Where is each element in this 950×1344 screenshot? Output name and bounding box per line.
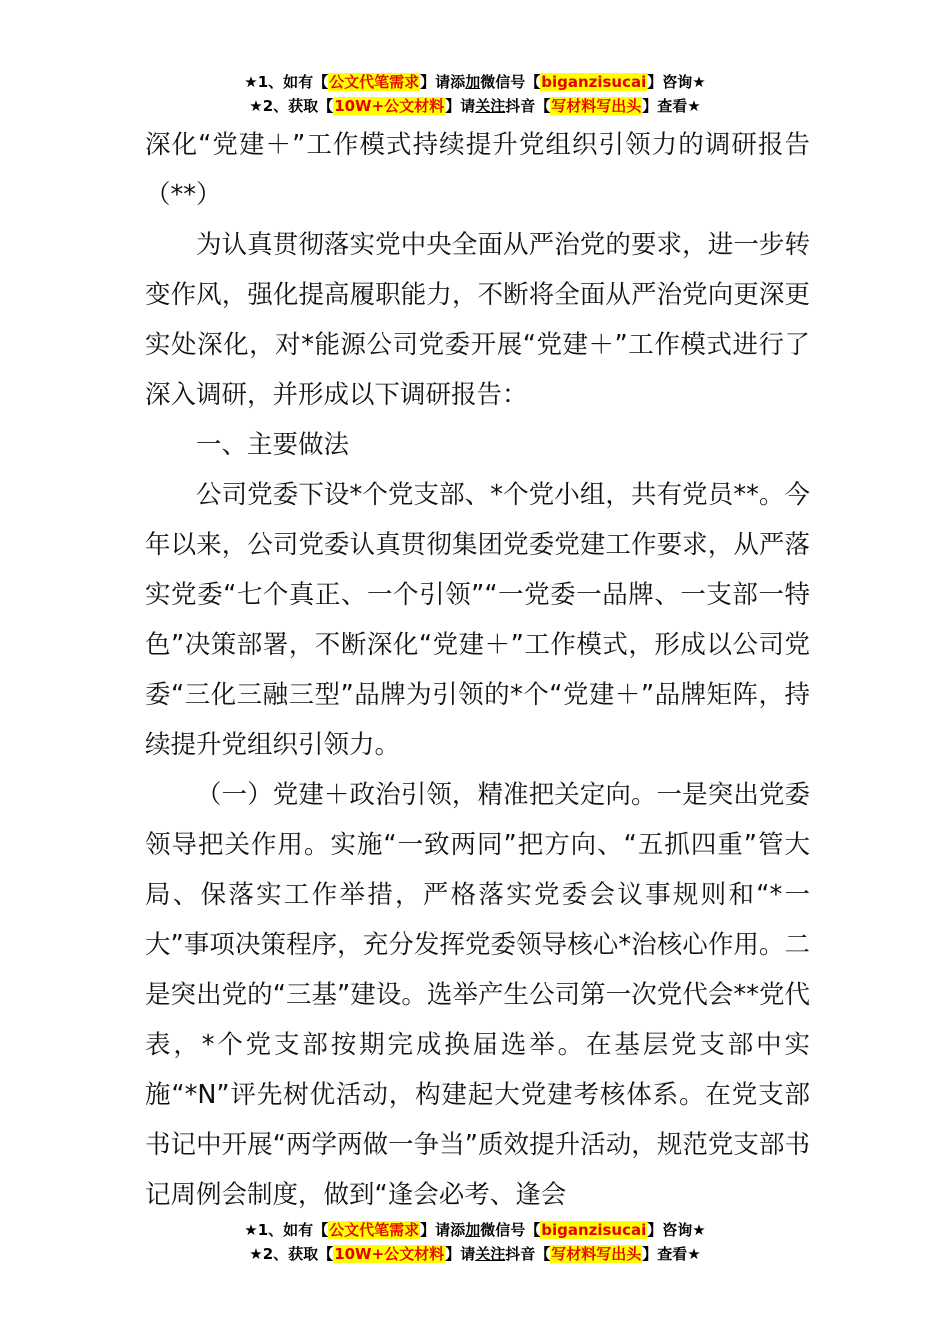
promo-text: 】咨询★ bbox=[647, 1221, 706, 1239]
promo-underline: 关注 bbox=[475, 97, 506, 115]
promo-text: 】请添 bbox=[420, 1221, 466, 1239]
promo-highlight: 公文代笔需求 bbox=[329, 73, 420, 91]
promo-text: ★2、获取【 bbox=[249, 1245, 334, 1263]
promo-banner-bottom bbox=[0, 1218, 950, 1266]
promo-text: 】请添 bbox=[420, 73, 466, 91]
promo-line-2 bbox=[0, 1242, 950, 1266]
promo-text: 抖音【 bbox=[505, 97, 551, 115]
promo-text: 】查看★ bbox=[642, 1245, 701, 1263]
section-heading: 一、主要做法 bbox=[196, 430, 350, 460]
promo-text: ★2、获取【 bbox=[249, 97, 334, 115]
promo-highlight: 公文代笔需求 bbox=[329, 1221, 420, 1239]
promo-text: 】请 bbox=[445, 1245, 476, 1263]
promo-line-1 bbox=[0, 1218, 950, 1242]
promo-text: 微信号【 bbox=[480, 73, 541, 91]
promo-highlight: biganzisucai bbox=[541, 1221, 647, 1239]
promo-text: ★1、如有【 bbox=[244, 73, 329, 91]
promo-underline: 关注 bbox=[475, 1245, 506, 1263]
promo-underline: 加 bbox=[465, 73, 481, 91]
promo-highlight: 写材料写出头 bbox=[551, 1245, 642, 1263]
promo-highlight: 10W+公文材料 bbox=[334, 97, 445, 115]
promo-text: 】查看★ bbox=[642, 97, 701, 115]
promo-line-1 bbox=[0, 70, 950, 94]
promo-underline: 加 bbox=[465, 1221, 481, 1239]
promo-text: ★1、如有【 bbox=[244, 1221, 329, 1239]
promo-highlight: 10W+公文材料 bbox=[334, 1245, 445, 1263]
document-title: 深化“党建＋”工作模式持续提升党组织引领力的调研报告（**） bbox=[145, 130, 810, 210]
promo-text: 】请 bbox=[445, 97, 476, 115]
promo-banner-top bbox=[0, 70, 950, 118]
promo-text: 抖音【 bbox=[505, 1245, 551, 1263]
body-paragraph: 公司党委下设*个党支部、*个党小组，共有党员**。今年以来，公司党委认真贯彻集团党委党建工作要求，从严落实党委“七个真正、一个引领”“一党委一品牌、一支部一特色”决策部署，不断深化“党建＋”工作模式，形成以公司党委“三化三融三型”品牌为引领的*个“党建＋”品牌矩阵，持续提升党组织引领力。 bbox=[145, 480, 810, 760]
promo-highlight: biganzisucai bbox=[541, 73, 647, 91]
body-paragraph: （一）党建＋政治引领，精准把关定向。一是突出党委领导把关作用。实施“一致两同”把方向、“五抓四重”管大局、保落实工作举措，严格落实党委会议事规则和“*一大”事项决策程序，充分发挥党委领导核心*治核心作用。二是突出党的“三基”建设。选举产生公司第一次党代会**党代表，*个党支部按期完成换届选举。在基层党支部中实施“*N”评先树优活动，构建起大党建考核体系。在党支部书记中开展“两学两做一争当”质效提升活动，规范党支部书记周例会制度，做到“逢会必考、逢会 bbox=[145, 780, 810, 1210]
promo-text: 微信号【 bbox=[480, 1221, 541, 1239]
intro-paragraph: 为认真贯彻落实党中央全面从严治党的要求，进一步转变作风，强化提高履职能力，不断将全面从严治党向更深更实处深化，对*能源公司党委开展“党建＋”工作模式进行了深入调研，并形成以下调研报告： bbox=[145, 230, 810, 410]
promo-text: 】咨询★ bbox=[647, 73, 706, 91]
promo-line-2 bbox=[0, 94, 950, 118]
document-body bbox=[145, 120, 810, 1220]
promo-highlight: 写材料写出头 bbox=[551, 97, 642, 115]
